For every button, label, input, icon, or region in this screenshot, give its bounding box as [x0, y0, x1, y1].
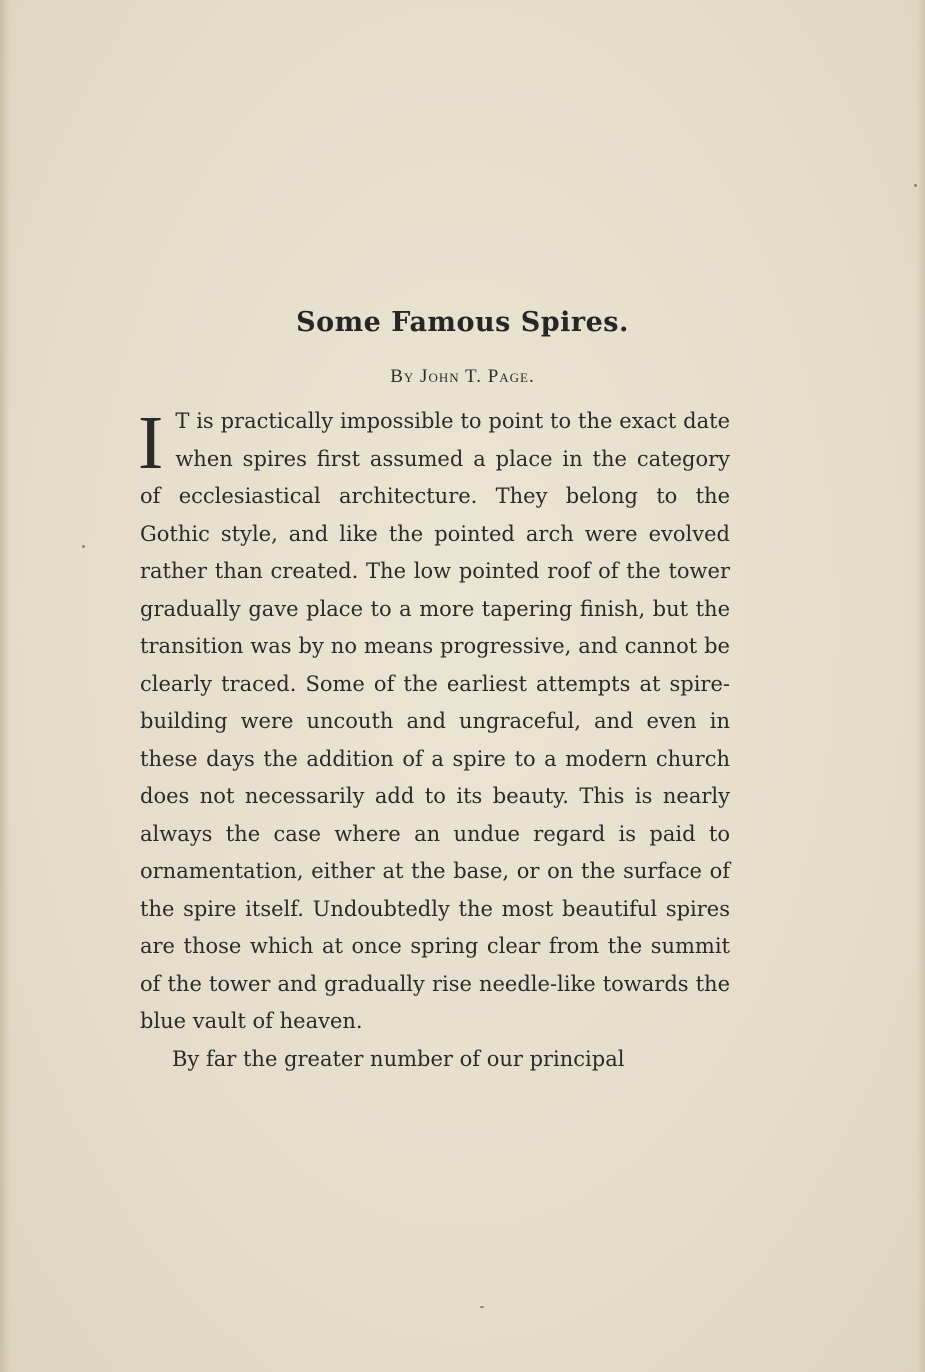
paragraph-2: By far the greater number of our principal: [172, 1046, 625, 1071]
article-body: [140, 403, 730, 1078]
article-byline: By John T. Page.: [390, 366, 535, 387]
paper-speck: [82, 545, 85, 548]
page-edge-right: [917, 0, 925, 1372]
paragraph-1-text: T is practically impossible to point to the exact date when spires first assumed a place in the category of ecclesiastical architecture. They belong to the Gothic style, and like the pointed arch were evolved rather than created. The low pointed roof of the tower gradually gave place to a more tapering finish, but the transition was by no means progressive, and cannot be clearly traced. Some of the earliest attempts at spire-building were uncouth and ungraceful, and even in these days the addition of a spire to a modern church does not necessarily add to its beauty. This is nearly always the case where an undue regard is paid to ornamentation, either at the base, or on the surface of the spire itself. Undoubtedly the most beautiful spires are those which at once spring clear from the summit of the tower and gradually rise needle-like towards the blue vault of heaven.: [140, 409, 730, 1033]
article-title: Some Famous Spires.: [296, 307, 629, 338]
paper-speck: [914, 184, 917, 187]
paper-speck: [480, 1306, 484, 1308]
paragraph-1: [140, 403, 730, 1041]
page-edge-left: [0, 0, 10, 1372]
drop-cap: I: [138, 401, 164, 485]
